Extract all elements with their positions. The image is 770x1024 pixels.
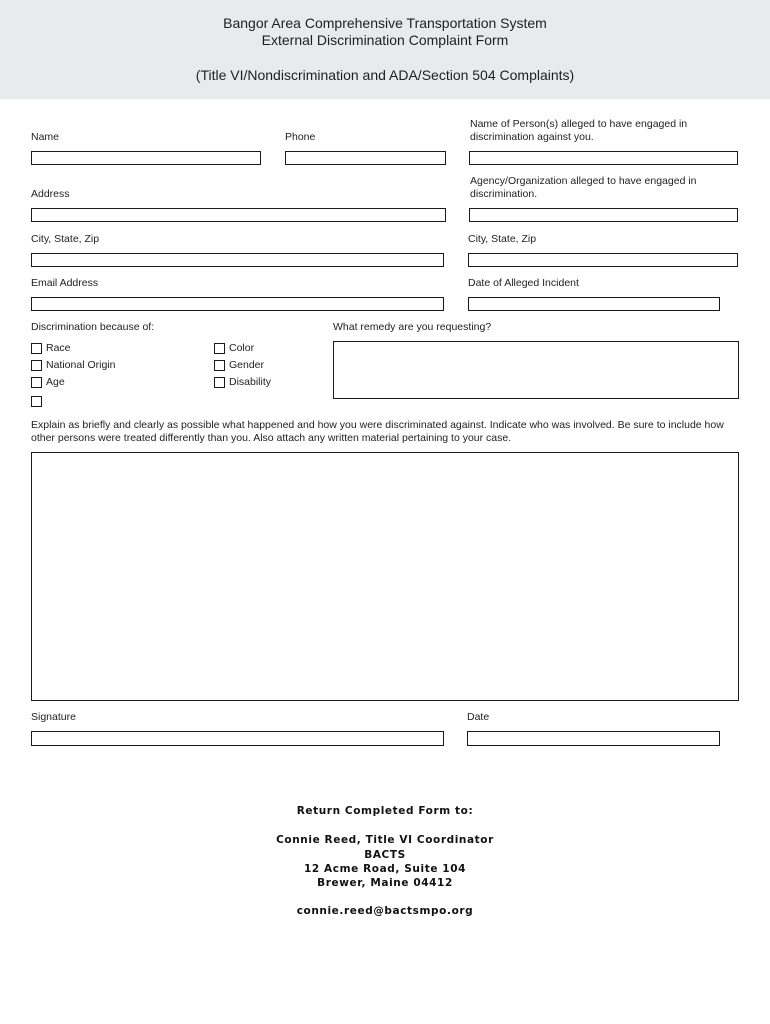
other-checkbox[interactable] — [31, 396, 42, 407]
color-option-label: Color — [229, 342, 255, 354]
contact-email: connie.reed@bactsmpo.org — [296, 905, 474, 917]
email-field[interactable] — [31, 297, 444, 311]
persons-alleged-field[interactable] — [469, 151, 738, 165]
gender-checkbox[interactable] — [214, 360, 225, 371]
email-label: Email Address — [31, 277, 99, 289]
explain-instructions: Explain as briefly and clearly as possible what happened and how you were discriminated against. Indicate who was involved. Be sure to include how other persons were treated differently than you. Also attach any written material pertaining to your case. — [31, 419, 724, 444]
city-address: Brewer, Maine 04412 — [317, 877, 453, 889]
agency-field[interactable] — [469, 208, 738, 222]
date-label: Date — [467, 711, 490, 723]
name-label: Name — [31, 131, 60, 143]
phone-label: Phone — [285, 131, 316, 143]
color-checkbox[interactable] — [214, 343, 225, 354]
city-state-zip-label: City, State, Zip — [31, 233, 100, 245]
age-checkbox[interactable] — [31, 377, 42, 388]
phone-field[interactable] — [285, 151, 446, 165]
disability-option-label: Disability — [229, 376, 272, 388]
coordinator-name: Connie Reed, Title VI Coordinator — [276, 834, 494, 846]
explain-textarea[interactable] — [31, 452, 739, 701]
remedy-textarea[interactable] — [333, 341, 739, 399]
age-option-label: Age — [46, 376, 65, 388]
street-address: 12 Acme Road, Suite 104 — [303, 863, 467, 875]
address-field[interactable] — [31, 208, 446, 222]
agency-city-state-zip-label: City, State, Zip — [468, 233, 537, 245]
signature-label: Signature — [31, 711, 76, 723]
race-option-label: Race — [46, 342, 71, 354]
city-state-zip-field[interactable] — [31, 253, 444, 267]
incident-date-field[interactable] — [468, 297, 720, 311]
persons-alleged-label: Name of Person(s) alleged to have engaged in discrimination against you. — [470, 118, 688, 143]
organization-name: BACTS — [364, 849, 406, 861]
signature-field[interactable] — [31, 731, 444, 746]
name-field[interactable] — [31, 151, 261, 165]
national-origin-option-label: National Origin — [46, 359, 116, 371]
disability-checkbox[interactable] — [214, 377, 225, 388]
agency-label: Agency/Organization alleged to have engaged in discrimination. — [470, 175, 697, 200]
national-origin-checkbox[interactable] — [31, 360, 42, 371]
form-title: External Discrimination Complaint Form — [261, 32, 509, 48]
return-heading: Return Completed Form to: — [296, 805, 474, 817]
agency-city-state-zip-field[interactable] — [468, 253, 738, 267]
discrimination-label: Discrimination because of: — [31, 321, 155, 333]
form-subtitle: (Title VI/Nondiscrimination and ADA/Section 504 Complaints) — [195, 67, 575, 83]
form-header — [0, 0, 770, 99]
remedy-label: What remedy are you requesting? — [333, 321, 492, 333]
date-field[interactable] — [467, 731, 720, 746]
address-label: Address — [31, 188, 70, 200]
organization-title: Bangor Area Comprehensive Transportation System — [223, 15, 547, 31]
incident-date-label: Date of Alleged Incident — [468, 277, 579, 289]
gender-option-label: Gender — [229, 359, 265, 371]
race-checkbox[interactable] — [31, 343, 42, 354]
